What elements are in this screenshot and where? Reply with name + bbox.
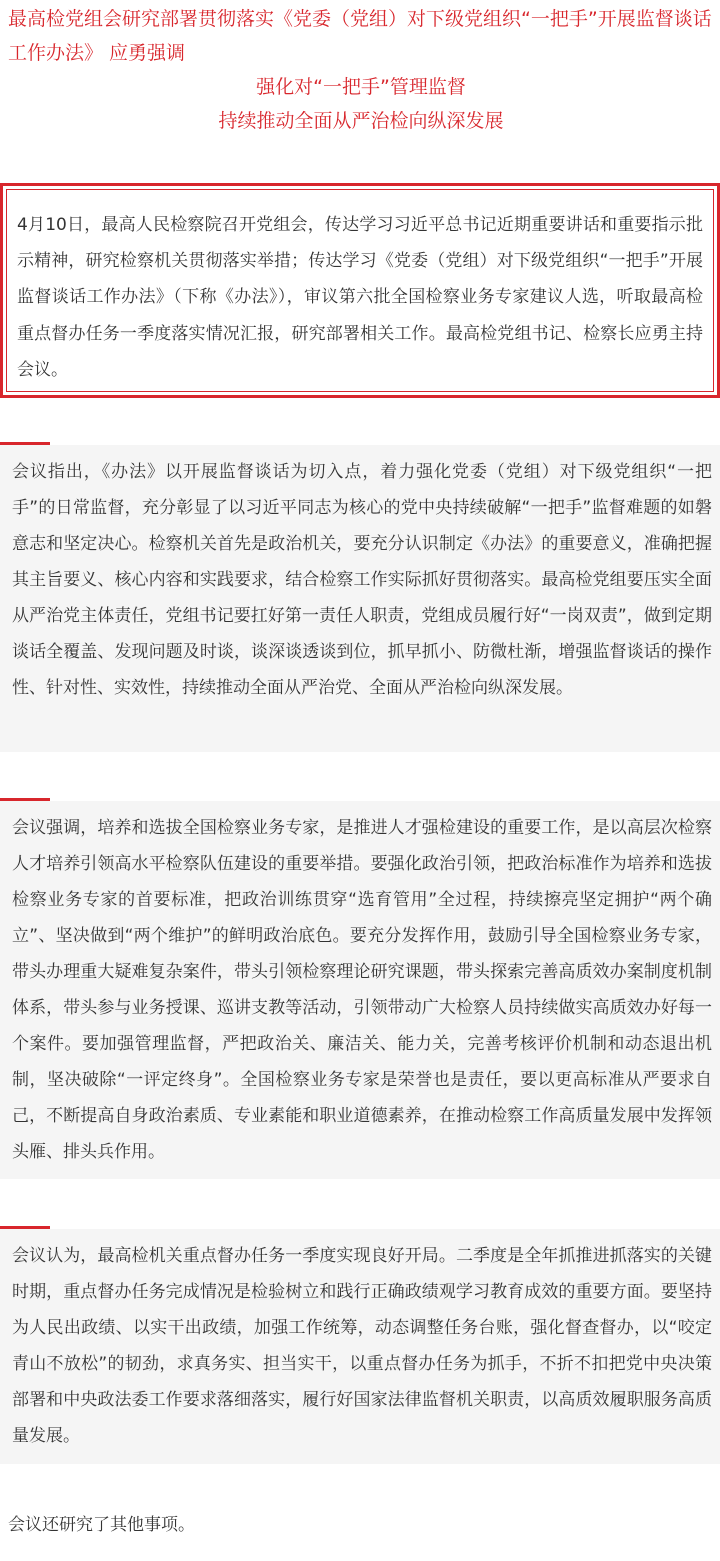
section-paragraph: 会议强调，培养和选拔全国检察业务专家，是推进人才强检建设的重要工作，是以高层次检察人才培养引领高水平检察队伍建设的重要举措。要强化政治引领，把政治标准作为培养和选拔检察业务专家的首要标准，把政治训练贯穿“选育管用”全过程，持续擦亮坚定拥护“两个确立”、坚决做到“两个维护”的鲜明政治底色。要充分发挥作用，鼓励引导全国检察业务专家，带头办理重大疑难复杂案件，带头引领检察理论研究课题，带头探索完善高质效办案制度机制体系，带头参与业务授课、巡讲支教等活动，引领带动广大检察人员持续做实高质效办好每一个案件。要加强管理监督，严把政治关、廉洁关、能力关，完善考核评价机制和动态退出机制，坚决破除“一评定终身”。全国检察业务专家是荣誉也是责任，要以更高标准从严要求自己，不断提高自身政治素质、专业素能和职业道德素养，在推动检察工作高质量发展中发挥领头雁、排头兵作用。 — [12, 818, 712, 1162]
lead-paragraph-frame — [0, 183, 720, 398]
section-accent-bar — [0, 442, 50, 445]
section-paragraph: 会议认为，最高检机关重点督办任务一季度实现良好开局。二季度是全年抓推进抓落实的关键时期，重点督办任务完成情况是检验树立和践行正确政绩观学习教育成效的重要方面。要坚持为人民出政绩、以实干出政绩，加强工作统筹，动态调整任务台账，强化督查督办，以“咬定青山不放松”的韧劲，求真务实、担当实干，以重点督办任务为抓手，不折不扣把党中央决策部署和中央政法委工作要求落细落实，履行好国家法律监督机关职责，以高质效履职服务高质量发展。 — [12, 1246, 712, 1446]
content-section-3 — [0, 1229, 720, 1464]
section-paragraph: 会议指出，《办法》以开展监督谈话为切入点，着力强化党委（党组）对下级党组织“一把手”的日常监督，充分彰显了以习近平同志为核心的党中央持续破解“一把手”监督难题的如磐意志和坚定决心。检察机关首先是政治机关，要充分认识制定《办法》的重要意义，准确把握其主旨要义、核心内容和实践要求，结合检察工作实际抓好贯彻落实。最高检党组要压实全面从严治党主体责任，党组书记要扛好第一责任人职责，党组成员履行好“一岗双责”，做到定期谈话全覆盖、发现问题及时谈，谈深谈透谈到位，抓早抓小、防微杜渐，增强监督谈话的操作性、针对性、实效性，持续推动全面从严治党、全面从严治检向纵深发展。 — [12, 462, 712, 698]
section-accent-bar — [0, 1226, 50, 1229]
lead-paragraph: 4月10日，最高人民检察院召开党组会，传达学习习近平总书记近期重要讲话和重要指示批示精神，研究检察机关贯彻落实举措；传达学习《党委（党组）对下级党组织“一把手”开展监督谈话工作办法》（下称《办法》），审议第六批全国检察业务专家建议人选，听取最高检重点督办任务一季度落实情况汇报，研究部署相关工作。最高检党组书记、检察长应勇主持会议。 — [6, 189, 714, 392]
article-subtitle-line-2: 持续推动全面从严治检向纵深发展 — [218, 110, 504, 132]
section-accent-bar — [0, 798, 50, 801]
article-title-block — [8, 2, 714, 138]
content-section-2 — [0, 801, 720, 1179]
content-section-1 — [0, 445, 720, 752]
article-subtitle-line-1: 强化对“一把手”管理监督 — [256, 76, 466, 98]
article-title: 最高检党组会研究部署贯彻落实《党委（党组）对下级党组织“一把手”开展监督谈话工作办法》 应勇强调 — [8, 8, 712, 64]
closing-paragraph: 会议还研究了其他事项。 — [8, 1515, 195, 1535]
